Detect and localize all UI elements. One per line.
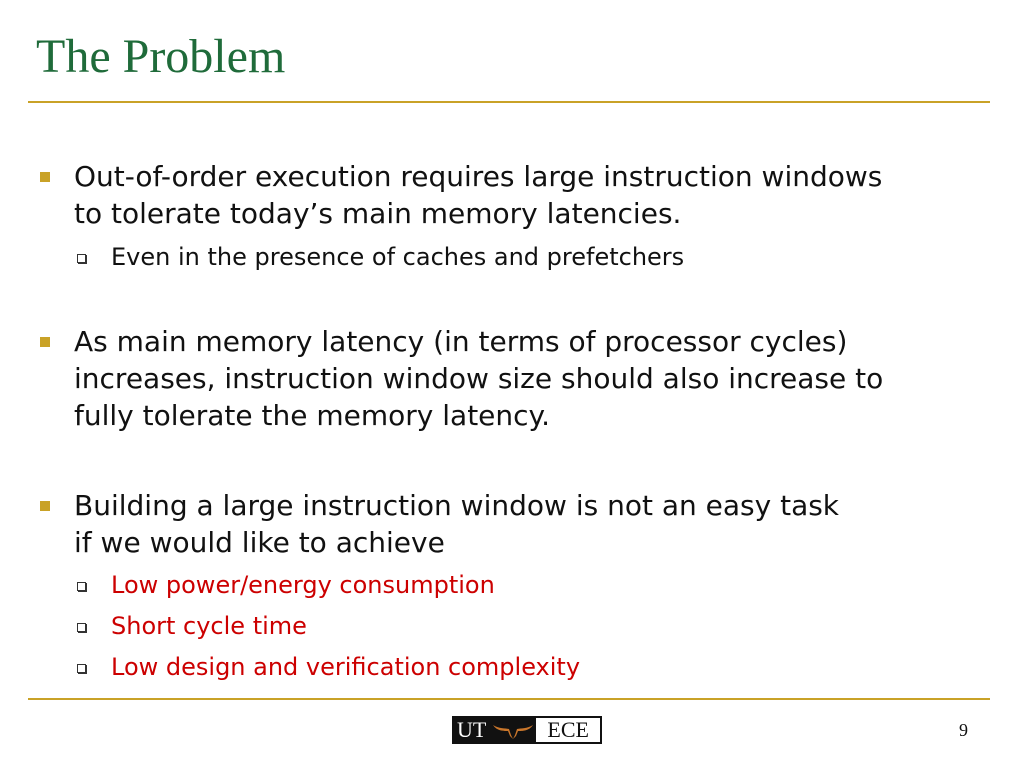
bullet-line: increases, instruction window size should also increase to: [74, 362, 884, 395]
bullet-line: to tolerate today’s main memory latencies.: [74, 197, 682, 230]
sub-bullet-item: [111, 570, 971, 600]
bullet-item: [74, 323, 974, 434]
logo-ut-text: UT: [454, 718, 490, 742]
sub-bullet-text: Low design and verification complexity: [111, 653, 581, 681]
logo-ece-text: ECE: [536, 718, 600, 742]
bullet-line: Out-of-order execution requires large instruction windows: [74, 160, 883, 193]
bullet-line: As main memory latency (in terms of processor cycles): [74, 325, 848, 358]
footer-divider: [28, 698, 990, 700]
slide-title: The Problem: [36, 30, 286, 83]
longhorn-icon: [490, 718, 536, 742]
sub-bullet-text: Short cycle time: [111, 612, 307, 640]
sub-bullet-text: Even in the presence of caches and prefetchers: [111, 243, 685, 271]
bullet-marker-icon: [40, 337, 50, 347]
bullet-line: Building a large instruction window is not an easy task: [74, 489, 840, 522]
sub-bullet-item: [111, 242, 971, 272]
sub-bullet-marker-icon: [77, 582, 86, 591]
bullet-item: [74, 158, 974, 232]
bullet-marker-icon: [40, 172, 50, 182]
sub-bullet-marker-icon: [77, 664, 86, 673]
sub-bullet-marker-icon: [77, 254, 86, 263]
bullet-line: if we would like to achieve: [74, 526, 445, 559]
ut-ece-logo: [452, 716, 602, 744]
sub-bullet-text: Low power/energy consumption: [111, 571, 495, 599]
sub-bullet-marker-icon: [77, 623, 86, 632]
bullet-item: [74, 487, 974, 561]
sub-bullet-item: [111, 652, 971, 682]
bullet-marker-icon: [40, 501, 50, 511]
sub-bullet-item: [111, 611, 971, 641]
bullet-line: fully tolerate the memory latency.: [74, 399, 551, 432]
page-number: 9: [959, 720, 968, 740]
